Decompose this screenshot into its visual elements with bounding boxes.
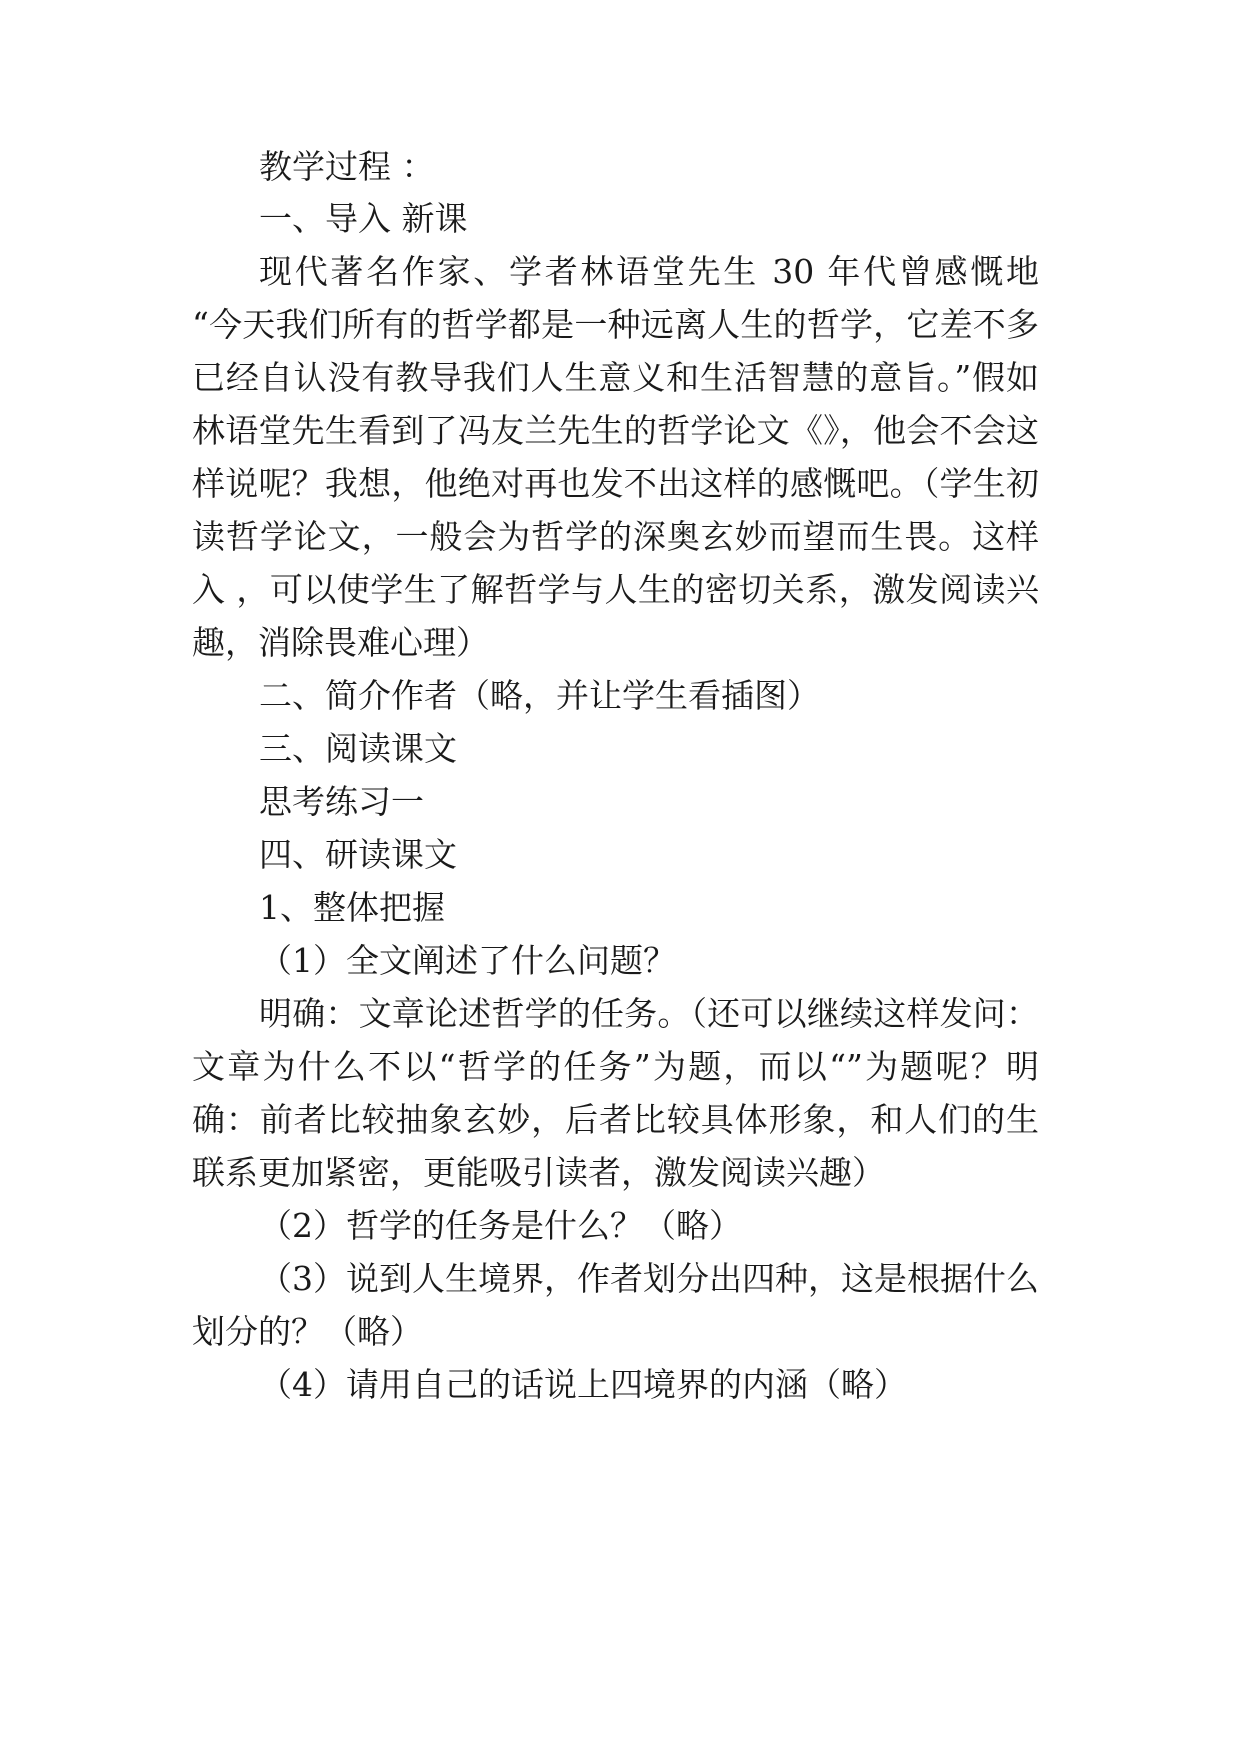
section-heading-author: 二、简介作者（略，并让学生看插图） xyxy=(259,676,820,715)
answer-line: 确：前者比较抽象玄妙，后者比较具体形象，和人们的生 xyxy=(192,1100,1039,1139)
exercise-label: 思考练习一 xyxy=(259,782,424,821)
answer-line: 文章为什么不以“哲学的任务”为题，而以“”为题呢？明 xyxy=(192,1047,1039,1086)
heading-teaching-process: 教学过程 ： xyxy=(259,147,435,186)
question-4: （4）请用自己的话说上四境界的内涵（略） xyxy=(259,1365,907,1404)
paragraph-line: 样说呢？我想，他绝对再也发不出这样的感慨吧。（学生初 xyxy=(192,464,1039,503)
subsection-heading-overall: 1、整体把握 xyxy=(259,888,445,927)
paragraph-line: 趣，消除畏难心理） xyxy=(192,623,489,662)
answer-line: 联系更加紧密，更能吸引读者，激发阅读兴趣） xyxy=(192,1153,885,1192)
question-2: （2）哲学的任务是什么？（略） xyxy=(259,1206,742,1245)
paragraph-line: 已经自认没有教导我们人生意义和生活智慧的意旨。”假如 xyxy=(192,358,1039,397)
question-3-line: 划分的？（略） xyxy=(192,1312,423,1351)
paragraph-line: 林语堂先生看到了冯友兰先生的哲学论文《》，他会不会这 xyxy=(192,411,1039,450)
paragraph-line: 入 ，可以使学生了解哲学与人生的密切关系，激发阅读兴 xyxy=(192,570,1039,609)
paragraph-line: 现代著名作家、学者林语堂先生 30 年代曾感慨地 xyxy=(259,252,1039,291)
section-heading-reading: 三、阅读课文 xyxy=(259,729,457,768)
paragraph-line: “今天我们所有的哲学都是一种远离人生的哲学，它差不多 xyxy=(192,305,1039,344)
answer-line: 明确：文章论述哲学的任务。（还可以继续这样发问： xyxy=(259,994,1039,1033)
question-1: （1）全文阐述了什么问题？ xyxy=(259,941,676,980)
question-3-line: （3）说到人生境界，作者划分出四种，这是根据什么 xyxy=(259,1259,1039,1298)
section-heading-intro: 一、导入 新课 xyxy=(259,199,468,238)
paragraph-line: 读哲学论文，一般会为哲学的深奥玄妙而望而生畏。这样 xyxy=(192,517,1039,556)
section-heading-study: 四、研读课文 xyxy=(259,835,457,874)
